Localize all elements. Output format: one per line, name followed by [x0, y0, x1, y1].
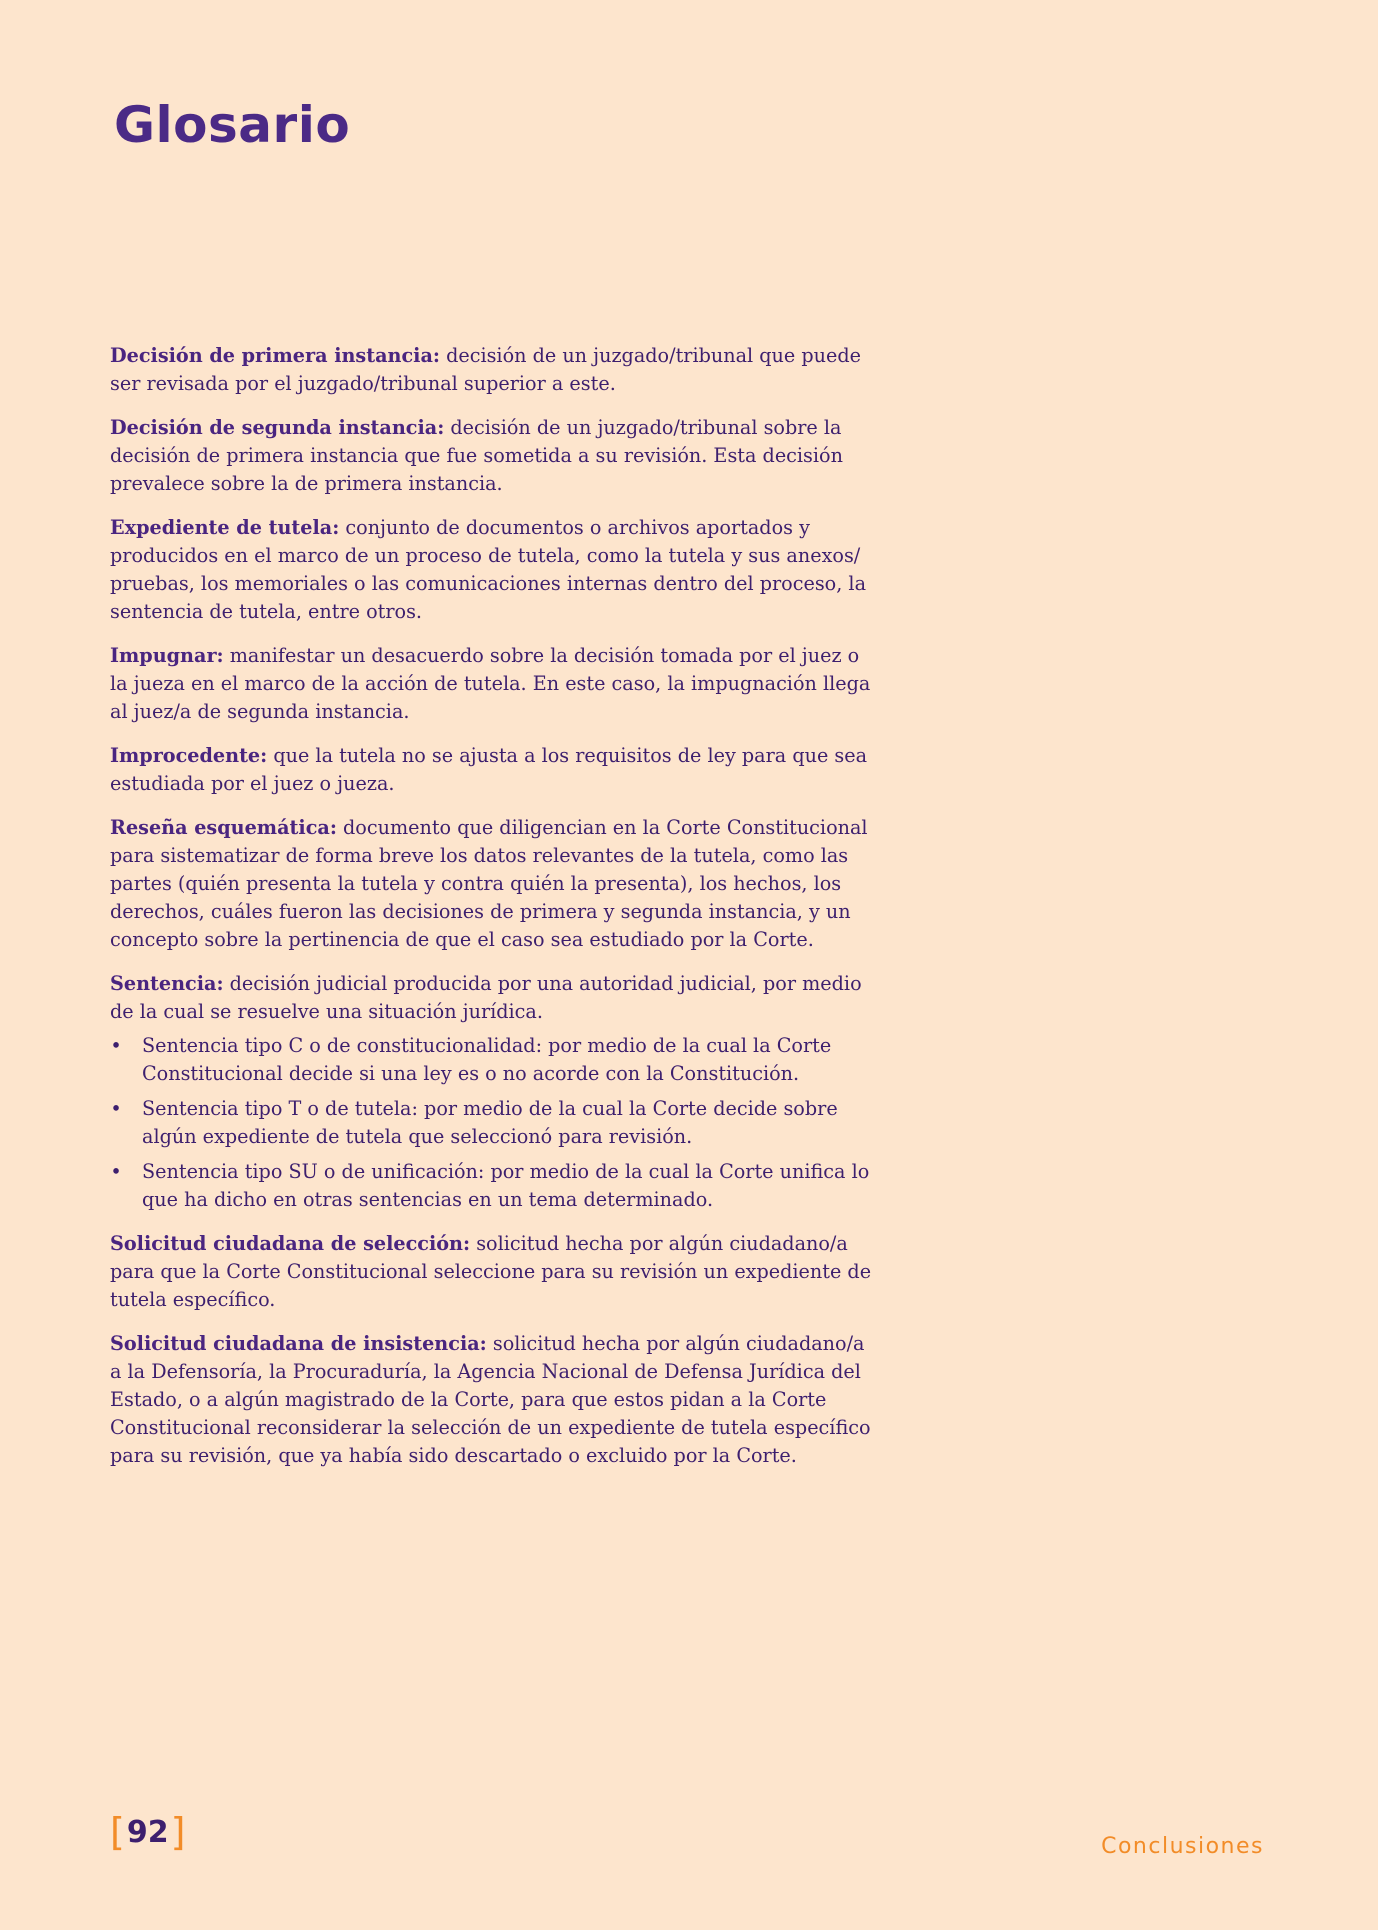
glossary-term: Improcedente:	[110, 744, 268, 767]
bullet-icon: •	[110, 1097, 122, 1120]
glossary-term: Sentencia:	[110, 972, 224, 995]
glossary-definition: solicitud hecha por algún ciudadano/a a la Defensoría, la Procuraduría, la Agencia Nacional de Defensa Jurídica del Estado, o a algún magistrado de la Corte, para que estos pidan a la Corte Constitucional reconsiderar la selección de un expediente de tutela específico para su revisión, que ya había sido descartado o excluido por la Corte.	[110, 1332, 871, 1467]
glossary-term: Decisión de primera instancia:	[110, 344, 440, 367]
glossary-entry-resena-esquematica	[110, 814, 880, 954]
list-item-text: Sentencia tipo SU o de unificación: por medio de la cual la Corte unifica lo que ha dicho en otras sentencias en un tema determinado.	[142, 1160, 870, 1211]
glossary-entry-improcedente	[110, 742, 880, 798]
list-item-text: Sentencia tipo C o de constitucionalidad: por medio de la cual la Corte Constitucional decide si una ley es o no acorde con la Constitución.	[142, 1034, 832, 1085]
glossary-definition: decisión de un juzgado/tribunal sobre la decisión de primera instancia que fue sometida a su revisión. Esta decisión prevalece sobre la de primera instancia.	[110, 416, 843, 495]
list-item	[110, 1095, 880, 1151]
glossary-entry-solicitud-insistencia	[110, 1330, 880, 1470]
bracket-open-icon: [	[110, 1810, 125, 1854]
section-label: Conclusiones	[1101, 1834, 1264, 1859]
glossary-definition: decisión de un juzgado/tribunal que puede ser revisada por el juzgado/tribunal superior a este.	[110, 344, 861, 395]
glossary-entry-expediente-de-tutela	[110, 514, 880, 626]
page-number: 92	[126, 1814, 169, 1850]
glossary-entry-sentencia	[110, 970, 880, 1026]
sentencia-types-list	[110, 1032, 880, 1214]
glossary-definition: que la tutela no se ajusta a los requisitos de ley para que sea estudiada por el juez o jueza.	[110, 744, 868, 795]
glossary-entry-decision-segunda-instancia	[110, 414, 880, 498]
list-item	[110, 1158, 880, 1214]
glossary-definition: documento que diligencian en la Corte Constitucional para sistematizar de forma breve los datos relevantes de la tutela, como las partes (quién presenta la tutela y contra quién la presenta), los hechos, los derechos, cuáles fueron las decisiones de primera y segunda instancia, y un concepto sobre la pertinencia de que el caso sea estudiado por la Corte.	[110, 816, 868, 951]
list-item-text: Sentencia tipo T o de tutela: por medio de la cual la Corte decide sobre algún expediente de tutela que seleccionó para revisión.	[142, 1097, 838, 1148]
glossary-term: Expediente de tutela:	[110, 516, 340, 539]
glossary-term: Solicitud ciudadana de selección:	[110, 1232, 471, 1255]
glossary-term: Reseña esquemática:	[110, 816, 337, 839]
glossary-definition: decisión judicial producida por una autoridad judicial, por medio de la cual se resuelve una situación jurídica.	[110, 972, 862, 1023]
page-title: Glosario	[114, 96, 351, 154]
glossary-entry-solicitud-seleccion	[110, 1230, 880, 1314]
bullet-icon: •	[110, 1034, 122, 1057]
list-item	[110, 1032, 880, 1088]
glossary-list	[110, 342, 880, 1486]
page-number-indicator	[110, 1810, 186, 1854]
glossary-definition: solicitud hecha por algún ciudadano/a para que la Corte Constitucional seleccione para su revisión un expediente de tutela específico.	[110, 1232, 872, 1311]
glossary-term: Impugnar:	[110, 644, 224, 667]
glossary-definition: manifestar un desacuerdo sobre la decisión tomada por el juez o la jueza en el marco de la acción de tutela. En este caso, la impugnación llega al juez/a de segunda instancia.	[110, 644, 871, 723]
glossary-entry-impugnar	[110, 642, 880, 726]
glossary-definition: conjunto de documentos o archivos aportados y producidos en el marco de un proceso de tutela, como la tutela y sus anexos/ pruebas, los memoriales o las comunicaciones internas dentro del proceso, la sentencia de tutela, entre otros.	[110, 516, 867, 623]
glossary-term: Solicitud ciudadana de insistencia:	[110, 1332, 487, 1355]
glossary-entry-decision-primera-instancia	[110, 342, 880, 398]
bracket-close-icon: ]	[170, 1810, 186, 1854]
bullet-icon: •	[110, 1160, 122, 1183]
glossary-term: Decisión de segunda instancia:	[110, 416, 445, 439]
